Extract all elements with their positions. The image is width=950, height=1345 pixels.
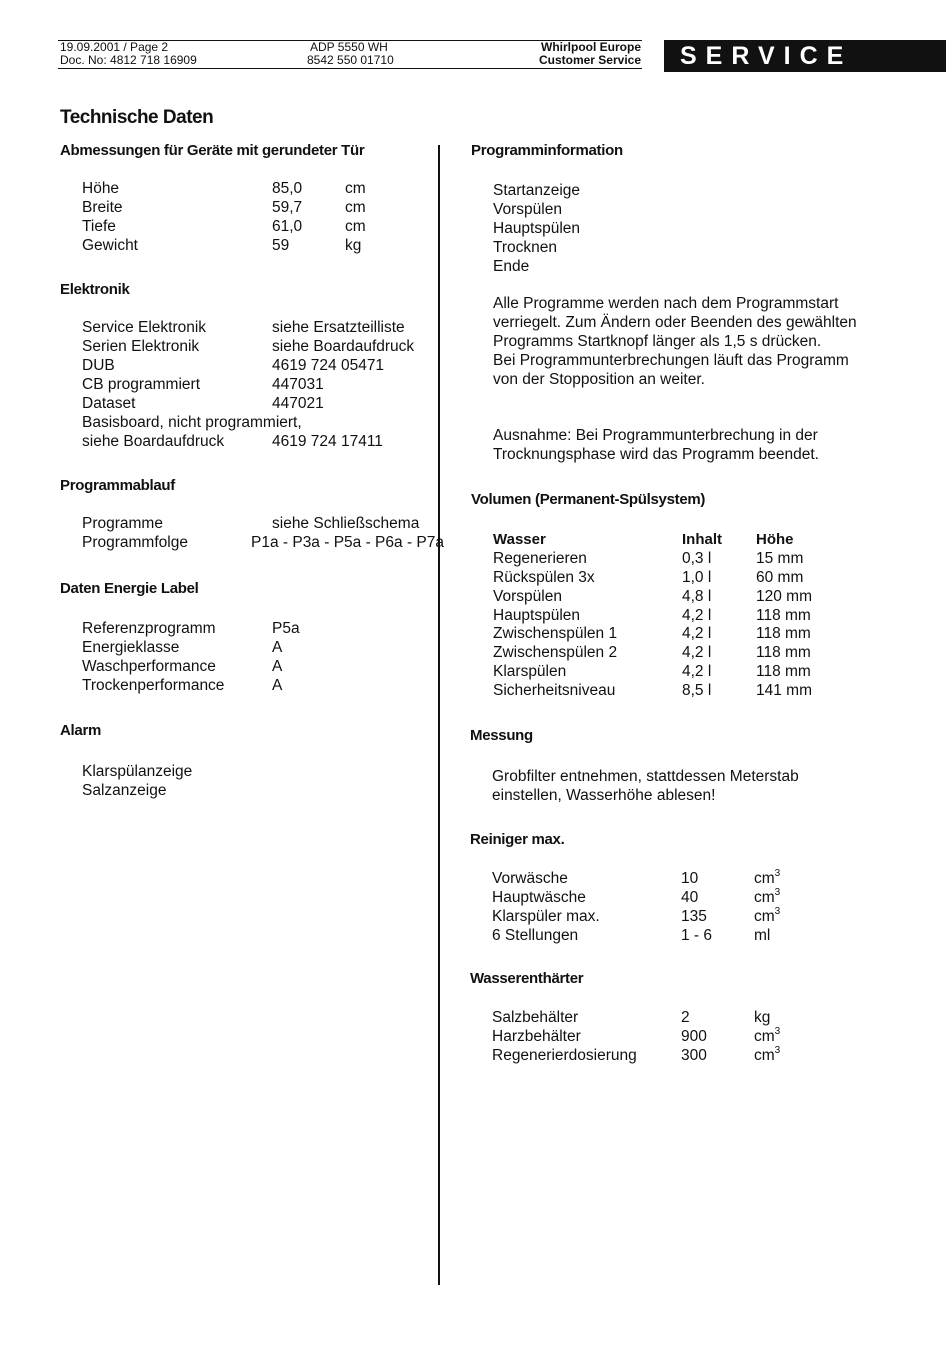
unit-superscript: 3	[774, 868, 781, 879]
volumen-label: Zwischenspülen 1	[493, 625, 618, 642]
volumen-hoehe: 118 mm	[756, 644, 811, 661]
wasserenthaerter-unit	[754, 1008, 770, 1027]
wasserenthaerter-heading: Wasserenthärter	[470, 970, 584, 987]
header-doc-no: Doc. No: 4812 718 16909	[60, 53, 197, 67]
elektronik-label: CB programmiert	[82, 376, 200, 393]
column-divider	[438, 145, 440, 1285]
wasserenthaerter-value: 900	[681, 1028, 707, 1045]
reiniger-unit	[754, 907, 780, 926]
energie-value: P5a	[272, 620, 300, 637]
volumen-hoehe: 60 mm	[756, 569, 804, 586]
programminformation-item: Startanzeige	[493, 182, 581, 199]
energie-value: A	[272, 639, 283, 656]
abmessungen-label: Breite	[82, 199, 123, 216]
volumen-label: Sicherheitsniveau	[493, 682, 616, 699]
volumen-inhalt: 4,8 l	[682, 588, 712, 605]
abmessungen-unit: cm	[345, 180, 366, 197]
energie-heading: Daten Energie Label	[60, 580, 199, 597]
elektronik-label: Serien Elektronik	[82, 338, 200, 355]
energie-value: A	[272, 677, 283, 694]
basisboard-line: Basisboard, nicht programmiert,	[82, 414, 302, 431]
reiniger-label: Hauptwäsche	[492, 889, 586, 906]
wasserenthaerter-label: Salzbehälter	[492, 1009, 579, 1026]
abmessungen-value: 59	[272, 237, 290, 254]
abmessungen-label: Gewicht	[82, 237, 138, 254]
unit-text: cm	[754, 870, 775, 887]
basisboard-label: siehe Boardaufdruck	[82, 433, 225, 450]
elektronik-label: Service Elektronik	[82, 319, 207, 336]
volumen-label: Klarspülen	[493, 663, 567, 680]
wasserenthaerter-label: Harzbehälter	[492, 1028, 581, 1045]
abmessungen-value: 61,0	[272, 218, 303, 235]
volumen-inhalt: 4,2 l	[682, 644, 712, 661]
elektronik-value: 447031	[272, 376, 324, 393]
header-model-no: 8542 550 01710	[307, 53, 394, 67]
abmessungen-value: 59,7	[272, 199, 303, 216]
alarm-heading: Alarm	[60, 722, 102, 739]
unit-text: cm	[754, 1028, 775, 1045]
elektronik-value: siehe Ersatzteilliste	[272, 319, 405, 336]
basisboard-value: 4619 724 17411	[272, 433, 383, 450]
programminformation-text	[493, 294, 863, 389]
energie-label: Energieklasse	[82, 639, 180, 656]
unit-text: kg	[754, 1009, 771, 1026]
header-dept: Customer Service	[538, 53, 641, 67]
messung-heading: Messung	[470, 727, 533, 744]
unit-superscript: 3	[774, 1045, 781, 1056]
unit-superscript: 3	[774, 1026, 781, 1037]
wasserenthaerter-unit	[754, 1046, 780, 1065]
programmablauf-value: P1a - P3a - P5a - P6a - P7a	[251, 534, 444, 551]
elektronik-label: Dataset	[82, 395, 136, 412]
reiniger-unit	[754, 926, 770, 945]
unit-superscript: 3	[774, 906, 781, 917]
programminformation-para: Bei Programmunterbrechungen läuft das Programm von der Stopposition an weiter.	[493, 352, 849, 388]
unit-text: cm	[754, 908, 775, 925]
volumen-inhalt: 4,2 l	[682, 607, 712, 624]
energie-label: Trockenperformance	[82, 677, 225, 694]
volumen-hoehe: 120 mm	[756, 588, 812, 605]
unit-superscript: 3	[774, 887, 781, 898]
programmablauf-label: Programme	[82, 515, 163, 532]
reiniger-value: 1 - 6	[681, 927, 713, 944]
volumen-hoehe: 118 mm	[756, 663, 811, 680]
abmessungen-unit: kg	[345, 237, 362, 254]
abmessungen-unit: cm	[345, 218, 366, 235]
volumen-label: Vorspülen	[493, 588, 562, 605]
volumen-label: Hauptspülen	[493, 607, 581, 624]
elektronik-value: 447021	[272, 395, 324, 412]
energie-label: Waschperformance	[82, 658, 216, 675]
abmessungen-label: Tiefe	[82, 218, 116, 235]
messung-text: Grobfilter entnehmen, stattdessen Meterstab einstellen, Wasserhöhe ablesen!	[492, 768, 799, 804]
volumen-col-hoehe: Höhe	[756, 531, 794, 548]
alarm-item: Salzanzeige	[82, 782, 167, 799]
abmessungen-unit: cm	[345, 199, 366, 216]
volumen-inhalt: 4,2 l	[682, 625, 712, 642]
programminformation-item: Vorspülen	[493, 201, 562, 218]
volumen-col-inhalt: Inhalt	[682, 531, 722, 548]
reiniger-unit	[754, 888, 780, 907]
abmessungen-heading: Abmessungen für Geräte mit gerundeter Tür	[60, 142, 365, 159]
energie-label: Referenzprogramm	[82, 620, 216, 637]
reiniger-heading: Reiniger max.	[470, 831, 565, 848]
volumen-hoehe: 118 mm	[756, 625, 811, 642]
volumen-col-wasser: Wasser	[493, 531, 546, 548]
volumen-heading: Volumen (Permanent-Spülsystem)	[471, 491, 706, 508]
wasserenthaerter-label: Regenerierdosierung	[492, 1047, 637, 1064]
elektronik-label: DUB	[82, 357, 115, 374]
volumen-inhalt: 8,5 l	[682, 682, 712, 699]
energie-value: A	[272, 658, 283, 675]
wasserenthaerter-value: 300	[681, 1047, 707, 1064]
reiniger-label: Vorwäsche	[492, 870, 568, 887]
programminformation-heading: Programminformation	[471, 142, 623, 159]
volumen-inhalt: 0,3 l	[682, 550, 712, 567]
programmablauf-label: Programmfolge	[82, 534, 188, 551]
page-title: Technische Daten	[60, 107, 214, 128]
programmablauf-value: siehe Schließschema	[272, 515, 420, 532]
programminformation-item: Trocknen	[493, 239, 558, 256]
volumen-label: Zwischenspülen 2	[493, 644, 618, 661]
volumen-label: Regenerieren	[493, 550, 587, 567]
unit-text: cm	[754, 1047, 775, 1064]
reiniger-unit	[754, 869, 780, 888]
programminformation-item: Hauptspülen	[493, 220, 581, 237]
abmessungen-label: Höhe	[82, 180, 120, 197]
programmablauf-heading: Programmablauf	[60, 477, 175, 494]
programminformation-para: Alle Programme werden nach dem Programmstart verriegelt. Zum Ändern oder Beenden des gewählten Programms Startknopf länger als 1,5 s drücken.	[493, 295, 857, 350]
elektronik-heading: Elektronik	[60, 281, 130, 298]
header-company: Whirlpool Europe	[541, 40, 641, 54]
unit-text: cm	[754, 889, 775, 906]
wasserenthaerter-unit	[754, 1027, 780, 1046]
header-date-page: 19.09.2001 / Page 2	[60, 40, 169, 54]
reiniger-value: 135	[681, 908, 707, 925]
programminformation-ausnahme: Ausnahme: Bei Programmunterbrechung in der Trocknungsphase wird das Programm beendet.	[493, 427, 819, 463]
volumen-hoehe: 15 mm	[756, 550, 804, 567]
reiniger-label: Klarspüler max.	[492, 908, 600, 925]
service-badge: SERVICE	[664, 40, 946, 72]
header-rule-bottom	[58, 68, 642, 69]
volumen-hoehe: 141 mm	[756, 682, 812, 699]
programminformation-item: Ende	[493, 258, 530, 275]
wasserenthaerter-value: 2	[681, 1009, 690, 1026]
volumen-label: Rückspülen 3x	[493, 569, 595, 586]
reiniger-value: 40	[681, 889, 699, 906]
volumen-hoehe: 118 mm	[756, 607, 811, 624]
volumen-inhalt: 4,2 l	[682, 663, 712, 680]
unit-text: ml	[754, 927, 771, 944]
elektronik-value: 4619 724 05471	[272, 357, 385, 374]
header-model: ADP 5550 WH	[310, 40, 388, 54]
volumen-inhalt: 1,0 l	[682, 569, 712, 586]
alarm-item: Klarspülanzeige	[82, 763, 193, 780]
abmessungen-value: 85,0	[272, 180, 303, 197]
reiniger-label: 6 Stellungen	[492, 927, 579, 944]
reiniger-value: 10	[681, 870, 699, 887]
elektronik-value: siehe Boardaufdruck	[272, 338, 415, 355]
